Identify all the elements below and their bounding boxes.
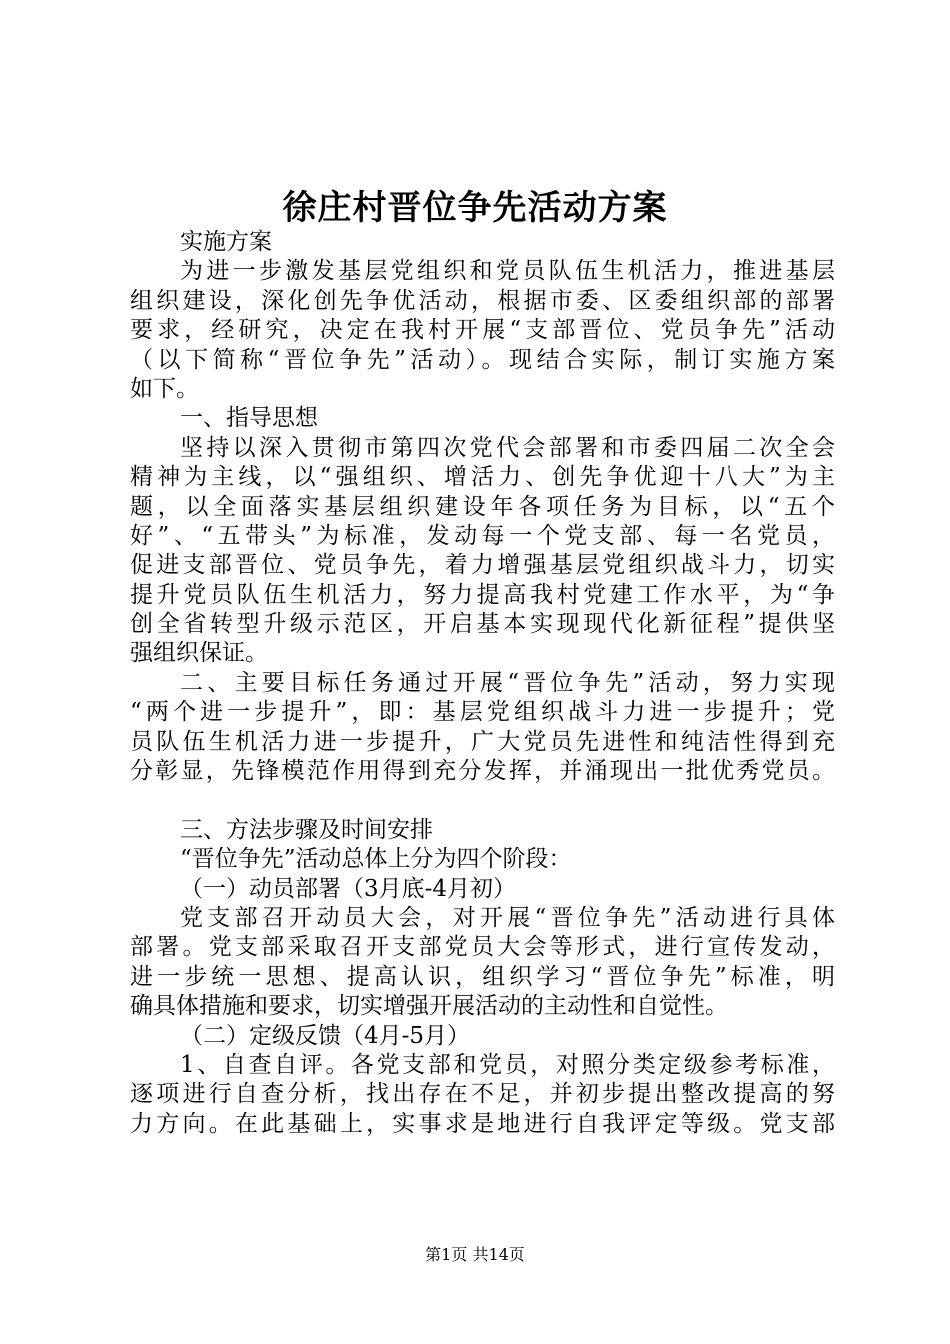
paragraph-line: 组织建设，深化创先争优活动，根据市委、区委组织部的部署 <box>130 287 835 314</box>
paragraph-line: 力方向。在此基础上，实事求是地进行自我评定等级。党支部 <box>130 1110 835 1137</box>
paragraph-line: 要求，经研究，决定在我村开展“支部晋位、党员争先”活动 <box>130 317 835 344</box>
paragraph-line: （以下简称“晋位争先”活动）。现结合实际，制订实施方案 <box>130 346 835 373</box>
paragraph-line: 创全省转型升级示范区，开启基本实现现代化新征程”提供坚 <box>130 611 835 638</box>
paragraph-line: 题，以全面落实基层组织建设年各项任务为目标，以“五个 <box>130 493 835 520</box>
section-heading: 三、方法步骤及时间安排 <box>180 816 433 843</box>
subsection-heading: （一）动员部署（3月底-4月初） <box>180 875 517 902</box>
paragraph-line: 确具体措施和要求，切实增强开展活动的主动性和自觉性。 <box>130 993 728 1020</box>
paragraph-line: 部署。党支部采取召开支部党员大会等形式，进行宣传发动， <box>130 934 835 961</box>
paragraph-line: 逐项进行自查分析，找出存在不足，并初步提出整改提高的努 <box>130 1081 835 1108</box>
paragraph-line: 进一步统一思想、提高认识，组织学习“晋位争先”标准，明 <box>130 963 835 990</box>
document-title: 徐庄村晋位争先活动方案 <box>282 188 668 228</box>
paragraph-line: 提升党员队伍生机活力，努力提高我村党建工作水平，为“争 <box>130 581 835 608</box>
paragraph-line: 分彰显，先锋模范作用得到充分发挥，并涌现出一批优秀党员。 <box>130 758 835 785</box>
paragraph-line: 二、主要目标任务通过开展“晋位争先”活动，努力实现 <box>180 669 835 696</box>
page-number-footer: 第1页 共14页 <box>425 1245 525 1264</box>
paragraph-gap <box>130 786 835 815</box>
paragraph-line: “两个进一步提升”，即：基层党组织战斗力进一步提升；党 <box>130 699 835 726</box>
paragraph-line: 好”、“五带头”为标准，发动每一个党支部、每一名党员， <box>130 522 835 549</box>
paragraph-line: 员队伍生机活力进一步提升，广大党员先进性和纯洁性得到充 <box>130 728 835 755</box>
paragraph-line: 如下。 <box>130 375 199 402</box>
paragraph-line: 强组织保证。 <box>130 640 268 667</box>
paragraph-line: 1、自查自评。各党支部和党员，对照分类定级参考标准， <box>180 1051 835 1078</box>
paragraph-line: 党支部召开动员大会，对开展“晋位争先”活动进行具体 <box>180 904 835 931</box>
paragraph-line: “晋位争先”活动总体上分为四个阶段： <box>180 846 572 873</box>
paragraph-line: 为进一步激发基层党组织和党员队伍生机活力，推进基层 <box>180 258 835 285</box>
paragraph-line: 精神为主线，以“强组织、增活力、创先争优迎十八大”为主 <box>130 464 835 491</box>
paragraph-line: 坚持以深入贯彻市第四次党代会部署和市委四届二次全会 <box>180 434 835 461</box>
section-heading: 一、指导思想 <box>180 405 318 432</box>
paragraph-line: 促进支部晋位、党员争先，着力增强基层党组织战斗力，切实 <box>130 552 835 579</box>
subsection-heading: （二）定级反馈（4月-5月） <box>180 1022 471 1049</box>
section-heading: 实施方案 <box>180 229 272 255</box>
document-body <box>130 228 835 1139</box>
